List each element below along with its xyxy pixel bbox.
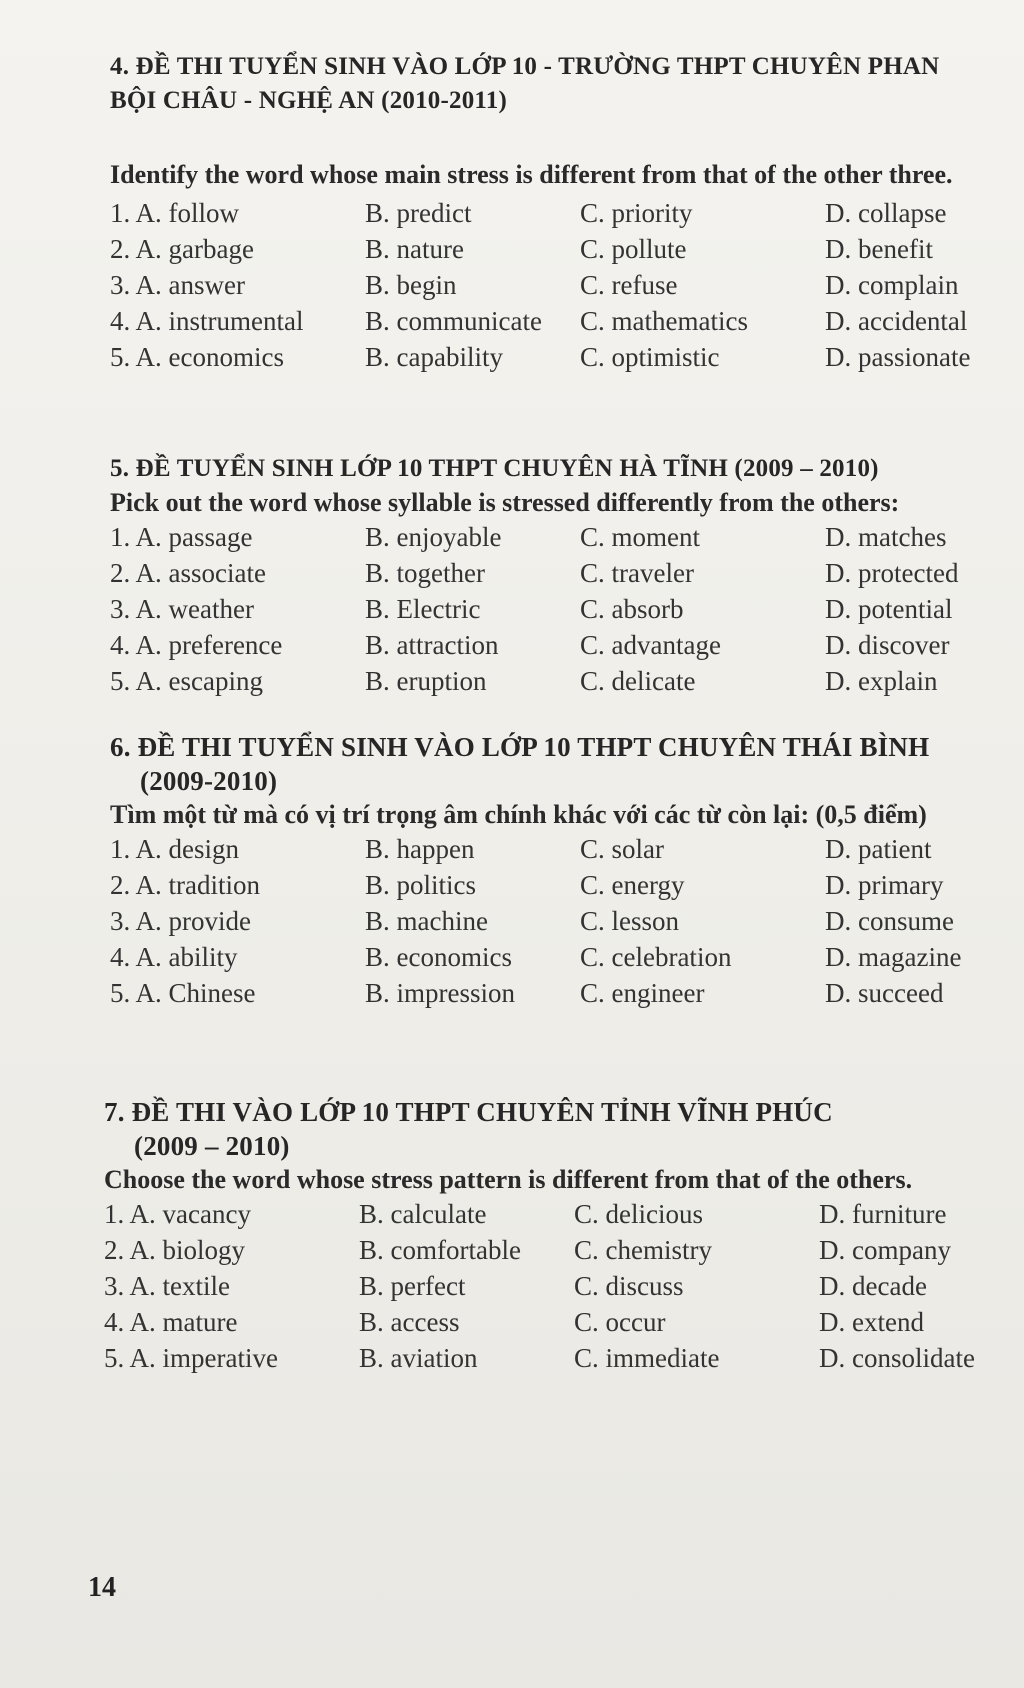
question-row [110, 303, 1010, 339]
option-d: D. succeed [825, 978, 944, 1008]
option-d: D. patient [825, 834, 932, 864]
section-title [110, 452, 1010, 486]
option-d: D. discover [825, 630, 950, 660]
option-c: C. pollute [580, 234, 687, 264]
option-a: 2. A. tradition [110, 870, 260, 900]
option-c: C. lesson [580, 906, 680, 936]
option-b: B. happen [365, 834, 475, 864]
option-a: 4. A. preference [110, 630, 283, 660]
option-b: B. begin [365, 270, 457, 300]
option-a: 5. A. economics [110, 342, 284, 372]
option-d: D. furniture [819, 1199, 947, 1229]
option-c: C. priority [580, 198, 693, 228]
option-b: B. economics [365, 942, 512, 972]
question-list [110, 195, 1010, 375]
option-b: B. eruption [365, 666, 487, 696]
exam-section-4 [110, 50, 1010, 375]
option-c: C. mathematics [580, 306, 748, 336]
option-c: C. delicious [574, 1199, 703, 1229]
question-row [110, 903, 1010, 939]
option-b: B. attraction [365, 630, 499, 660]
option-b: B. access [359, 1307, 460, 1337]
option-a: 1. A. passage [110, 522, 253, 552]
option-a: 5. A. escaping [110, 666, 263, 696]
section-instruction: Choose the word whose stress pattern is different from that of the others. [104, 1165, 913, 1194]
option-d: D. company [819, 1235, 951, 1265]
option-d: D. accidental [825, 306, 968, 336]
option-c: C. celebration [580, 942, 732, 972]
question-row [110, 555, 1010, 591]
question-row [110, 867, 1010, 903]
option-b: B. capability [365, 342, 503, 372]
section-title [110, 730, 1010, 798]
question-row [110, 591, 1010, 627]
option-d: D. explain [825, 666, 938, 696]
option-b: B. comfortable [359, 1235, 521, 1265]
option-a: 1. A. design [110, 834, 240, 864]
option-a: 2. A. garbage [110, 234, 254, 264]
option-b: B. nature [365, 234, 464, 264]
option-a: 2. A. associate [110, 558, 266, 588]
option-d: D. consolidate [819, 1343, 975, 1373]
section-title-line1: 4. ĐỀ THI TUYỂN SINH VÀO LỚP 10 - TRƯỜNG THPT CHUYÊN PHAN [110, 53, 940, 80]
option-c: C. moment [580, 522, 700, 552]
option-b: B. together [365, 558, 485, 588]
option-a: 5. A. Chinese [110, 978, 256, 1008]
question-list [104, 1196, 1004, 1376]
option-b: B. Electric [365, 594, 481, 624]
option-b: B. aviation [359, 1343, 478, 1373]
option-b: B. impression [365, 978, 516, 1008]
option-c: C. absorb [580, 594, 684, 624]
option-c: C. delicate [580, 666, 696, 696]
section-title-line1: 7. ĐỀ THI VÀO LỚP 10 THPT CHUYÊN TỈNH VĨNH PHÚC [104, 1097, 833, 1127]
question-row [110, 831, 1010, 867]
question-list [110, 519, 1010, 699]
option-c: C. chemistry [574, 1235, 712, 1265]
question-row [104, 1340, 1004, 1376]
question-row [110, 627, 1010, 663]
question-row [104, 1304, 1004, 1340]
option-a: 4. A. ability [110, 942, 238, 972]
option-c: C. discuss [574, 1271, 684, 1301]
option-b: B. predict [365, 198, 472, 228]
section-title-line2: (2009-2010) [140, 766, 278, 796]
question-row [104, 1196, 1004, 1232]
question-row [110, 195, 1010, 231]
option-d: D. collapse [825, 198, 947, 228]
question-row [110, 519, 1010, 555]
option-b: B. calculate [359, 1199, 487, 1229]
option-d: D. benefit [825, 234, 933, 264]
option-d: D. primary [825, 870, 944, 900]
section-instruction: Pick out the word whose syllable is stressed differently from the others: [110, 488, 900, 517]
option-c: C. immediate [574, 1343, 720, 1373]
section-title-line1: 6. ĐỀ THI TUYỂN SINH VÀO LỚP 10 THPT CHUYÊN THÁI BÌNH [110, 732, 930, 762]
option-a: 1. A. vacancy [104, 1199, 251, 1229]
option-c: C. solar [580, 834, 664, 864]
option-c: C. advantage [580, 630, 721, 660]
exam-section-6 [110, 730, 1010, 1011]
option-a: 1. A. follow [110, 198, 240, 228]
option-a: 4. A. instrumental [110, 306, 304, 336]
option-a: 3. A. textile [104, 1271, 230, 1301]
section-title-line2: (2009 – 2010) [134, 1131, 290, 1161]
option-d: D. decade [819, 1271, 927, 1301]
question-row [110, 939, 1010, 975]
option-c: C. engineer [580, 978, 705, 1008]
option-b: B. politics [365, 870, 477, 900]
section-title-line2: BỘI CHÂU - NGHỆ AN (2010-2011) [110, 87, 507, 114]
option-a: 3. A. weather [110, 594, 254, 624]
question-list [110, 831, 1010, 1011]
option-c: C. refuse [580, 270, 678, 300]
question-row [110, 663, 1010, 699]
option-c: C. traveler [580, 558, 694, 588]
option-d: D. potential [825, 594, 953, 624]
page-number: 14 [88, 1572, 116, 1603]
question-row [110, 231, 1010, 267]
option-d: D. protected [825, 558, 959, 588]
option-c: C. optimistic [580, 342, 720, 372]
option-b: B. enjoyable [365, 522, 502, 552]
option-d: D. complain [825, 270, 959, 300]
section-title [104, 1095, 1004, 1163]
option-b: B. communicate [365, 306, 542, 336]
option-c: C. energy [580, 870, 685, 900]
option-d: D. matches [825, 522, 947, 552]
section-instruction: Tìm một từ mà có vị trí trọng âm chính khác với các từ còn lại: (0,5 điểm) [110, 800, 927, 829]
option-b: B. perfect [359, 1271, 466, 1301]
section-instruction: Identify the word whose main stress is different from that of the other three. [110, 160, 953, 189]
section-title [110, 50, 1010, 118]
question-row [110, 267, 1010, 303]
option-a: 3. A. provide [110, 906, 251, 936]
section-title-line1: 5. ĐỀ TUYỂN SINH LỚP 10 THPT CHUYÊN HÀ TĨNH (2009 – 2010) [110, 455, 879, 482]
option-d: D. consume [825, 906, 954, 936]
question-row [104, 1232, 1004, 1268]
exam-section-7 [104, 1095, 1004, 1376]
option-d: D. extend [819, 1307, 924, 1337]
option-a: 4. A. mature [104, 1307, 238, 1337]
option-b: B. machine [365, 906, 488, 936]
question-row [110, 339, 1010, 375]
exam-section-5 [110, 452, 1010, 699]
option-a: 2. A. biology [104, 1235, 246, 1265]
option-d: D. passionate [825, 342, 971, 372]
question-row [104, 1268, 1004, 1304]
question-row [110, 975, 1010, 1011]
option-c: C. occur [574, 1307, 666, 1337]
option-a: 5. A. imperative [104, 1343, 278, 1373]
option-a: 3. A. answer [110, 270, 245, 300]
option-d: D. magazine [825, 942, 962, 972]
